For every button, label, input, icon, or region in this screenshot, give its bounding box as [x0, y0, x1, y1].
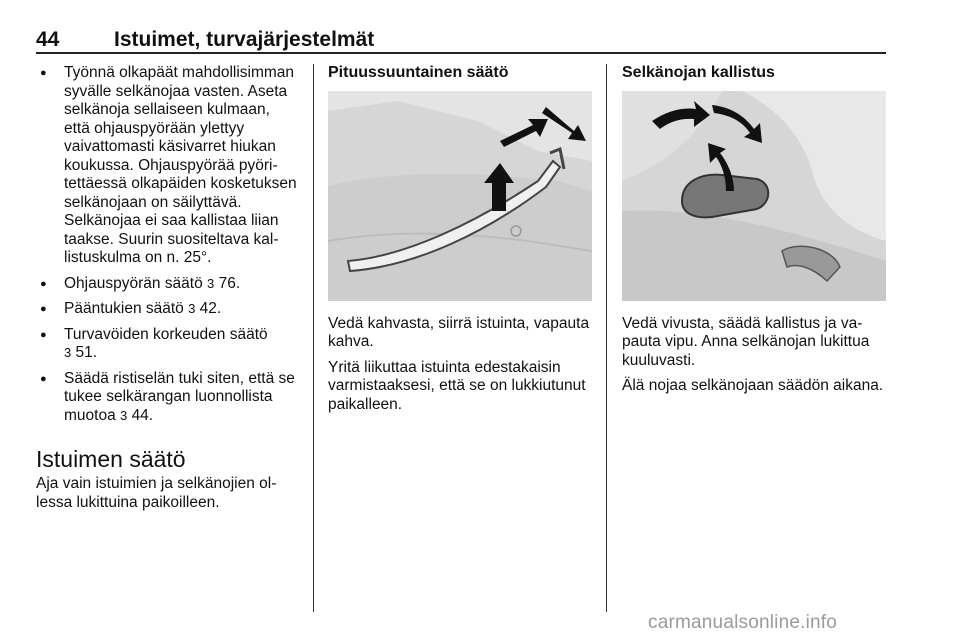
page-number: 44 [36, 28, 60, 51]
chapter-title: Istuimet, turvajärjestelmät [114, 28, 375, 51]
page-ref-icon: 3 [120, 407, 128, 423]
bullet-list [36, 64, 298, 425]
recline-lever [682, 174, 768, 217]
list-item-text: Säädä ristiselän tuki siten, että se tukee selkärangan luonnollista muotoa [64, 369, 295, 424]
backrest-recline-illustration [622, 91, 886, 301]
list-item-text: Turvavöiden korkeuden säätö [64, 325, 268, 343]
column-left [36, 64, 298, 519]
page-ref-icon: 3 [64, 345, 72, 360]
page-ref-link[interactable]: 42. [199, 300, 222, 317]
paragraph: Yritä liikuttaa istuinta edestakaisin varmistaaksesi, että se on lukkiutunut paikalleen. [328, 358, 586, 413]
list-item [36, 275, 298, 294]
column-divider [313, 64, 314, 612]
list-item-text: Pääntukien säätö [64, 300, 184, 317]
header-rule [36, 52, 886, 54]
page-ref-icon: 3 [188, 301, 196, 316]
page-ref-link[interactable]: 76. [218, 274, 241, 292]
page-ref-icon: 3 [207, 275, 215, 291]
recline-forward-arrow-icon [712, 105, 762, 143]
list-item [36, 370, 298, 426]
paragraph: Älä nojaa selkänojaan säädön aikana. [622, 377, 884, 394]
list-item-text: Työnnä olkapäät mahdollisimman syvälle selkänojaa vasten. Aseta selkänoja sellaiseen kulmaan, että ohjauspyörään ylettyy vaivattomasti käsivarret hiukan koukussa. Ohjauspyörää pyöritettäessä olkapäiden kosketuksen selkänojaan on säilyttävä. Selkänojaa ei saa kallistaa liian taakse. Suurin suositeltava kallistuskulma on n. 25°. [64, 64, 297, 266]
column-right [622, 64, 886, 403]
section-text: Aja vain istuimien ja selkänojien ollessa lukittuina paikoilleen. [36, 475, 277, 511]
section-title: Istuimen säätö [36, 446, 186, 472]
list-item [36, 300, 298, 319]
column-middle [328, 64, 592, 421]
list-item [36, 326, 298, 363]
page-header [36, 28, 886, 52]
column-divider [606, 64, 607, 612]
seat-slide-illustration [328, 91, 592, 301]
subsection-heading: Selkänojan kallistus [622, 64, 775, 81]
subsection-heading: Pituussuuntainen säätö [328, 64, 509, 81]
paragraph: Vedä vivusta, säädä kallistus ja vapauta vipu. Anna selkänojan lukittua kuuluvasti. [622, 314, 870, 369]
list-item-text: Ohjauspyörän säätö [64, 274, 203, 292]
paragraph: Vedä kahvasta, siirrä istuinta, vapauta kahva. [328, 314, 590, 350]
list-item [36, 64, 298, 268]
page-ref-link[interactable]: 44. [131, 406, 154, 424]
page-ref-link[interactable]: 51. [75, 344, 98, 361]
watermark: carmanualsonline.info [648, 612, 838, 633]
